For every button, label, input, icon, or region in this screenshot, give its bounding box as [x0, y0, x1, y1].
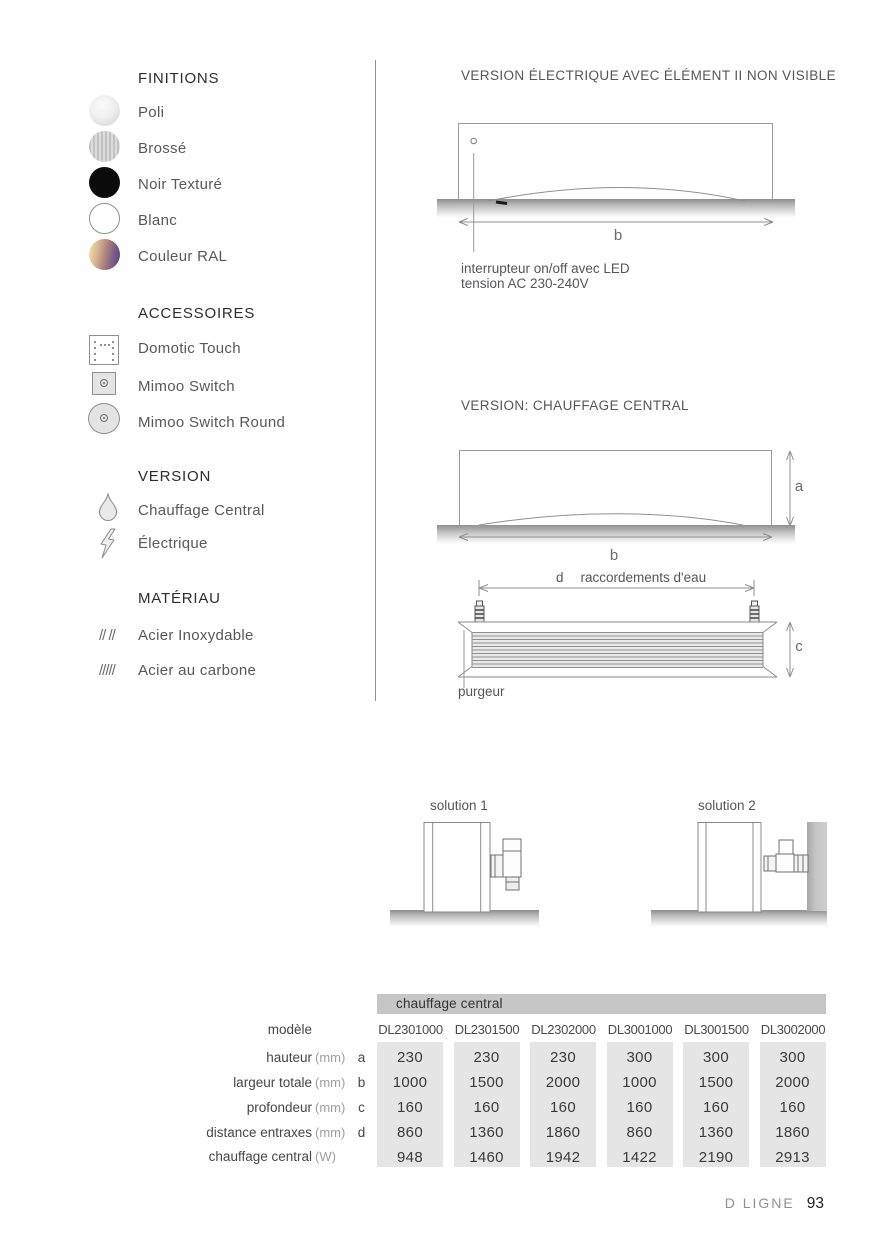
poli-swatch	[89, 95, 120, 126]
table-cell: 160	[779, 1099, 806, 1116]
table-row-header: modèle	[267, 1022, 312, 1037]
water-drop-icon	[98, 492, 118, 522]
table-column	[454, 1042, 520, 1167]
vertical-divider	[375, 60, 376, 701]
page-number: 93	[806, 1195, 824, 1212]
mimoo-switch-round-icon	[88, 403, 120, 434]
accessoires-title: ACCESSOIRES	[138, 305, 256, 322]
version-label: Chauffage Central	[138, 502, 265, 519]
table-cell: 1500	[469, 1074, 504, 1091]
solution-2-label: solution 2	[698, 798, 756, 813]
table-cell: 1360	[469, 1124, 504, 1141]
tension-note: tension AC 230-240V	[461, 276, 589, 291]
table-row-header: largeur totale (mm)	[233, 1075, 346, 1090]
solution-1-label: solution 1	[430, 798, 488, 813]
chauffage-top-drawing	[430, 568, 810, 700]
table-column	[607, 1042, 673, 1167]
dim-letter: c	[358, 1100, 365, 1115]
materiau-label: Acier Inoxydable	[138, 627, 254, 644]
table-cell: 230	[473, 1049, 500, 1066]
brand-name: D LIGNE	[724, 1195, 795, 1211]
dim-c-label: c	[795, 638, 803, 655]
finition-label: Noir Texturé	[138, 176, 223, 193]
dim-d-text: raccordements d'eau	[580, 570, 707, 585]
dim-b-label: b	[613, 227, 623, 244]
table-cell: 2000	[545, 1074, 581, 1091]
finition-label: Poli	[138, 104, 165, 121]
model-header: DL2301000	[378, 1022, 443, 1037]
table-cell: 230	[397, 1049, 423, 1066]
lightning-icon	[98, 528, 117, 559]
table-cell: 160	[626, 1099, 653, 1116]
table-cell: 2190	[698, 1149, 734, 1166]
table-band	[377, 994, 826, 1014]
page-footer	[725, 1195, 824, 1213]
chauffage-diagram-title: VERSION: CHAUFFAGE CENTRAL	[461, 398, 689, 413]
finitions-title: FINITIONS	[138, 70, 220, 87]
table-cell: 1860	[545, 1124, 581, 1141]
model-header: DL3001500	[684, 1022, 749, 1037]
table-row-header: chauffage central (W)	[208, 1149, 336, 1164]
dim-b-label: b	[609, 547, 619, 564]
brosse-swatch	[89, 131, 120, 162]
table-column	[683, 1042, 749, 1167]
dim-a-label: a	[794, 478, 804, 495]
dim-d-letter: d	[556, 570, 564, 585]
hatch-double-icon: // //	[99, 627, 115, 644]
table-column	[760, 1042, 826, 1167]
table-cell: 1500	[698, 1074, 734, 1091]
table-cell: 860	[397, 1124, 423, 1141]
noir-swatch	[89, 167, 120, 198]
table-cell: 1942	[545, 1149, 581, 1166]
dim-letter: a	[357, 1050, 366, 1065]
version-label: Électrique	[138, 535, 208, 552]
finition-label: Couleur RAL	[138, 248, 228, 265]
finition-label: Brossé	[138, 140, 187, 157]
materiau-title: MATÉRIAU	[138, 590, 221, 607]
chauffage-front-drawing	[430, 442, 810, 552]
electrique-diagram-title: VERSION ÉLECTRIQUE AVEC ÉLÉMENT II NON VISIBLE	[461, 68, 836, 83]
table-cell: 300	[703, 1049, 729, 1066]
model-header: DL2302000	[531, 1022, 596, 1037]
table-cell: 1360	[698, 1124, 734, 1141]
table-cell: 160	[397, 1099, 423, 1116]
table-cell: 2913	[775, 1149, 810, 1166]
table-band-title: chauffage central	[396, 996, 503, 1011]
hatch-five-icon: /////	[99, 662, 115, 679]
table-cell: 1460	[469, 1149, 504, 1166]
blanc-swatch	[89, 203, 120, 234]
interrupteur-note: interrupteur on/off avec LED	[461, 261, 630, 276]
table-cell: 1000	[392, 1074, 428, 1091]
domotic-touch-icon	[89, 335, 119, 365]
dim-letter: b	[357, 1075, 366, 1090]
table-cell: 1422	[622, 1149, 657, 1166]
table-cell: 230	[550, 1049, 576, 1066]
dim-letter: d	[357, 1125, 366, 1140]
table-cell: 160	[473, 1099, 500, 1116]
table-cell: 1000	[622, 1074, 657, 1091]
materiau-label: Acier au carbone	[138, 662, 257, 679]
mimoo-switch-icon	[92, 372, 116, 395]
finition-label: Blanc	[138, 212, 178, 229]
table-row-header: hauteur (mm)	[266, 1050, 346, 1065]
table-cell: 300	[779, 1049, 806, 1066]
table-row-header: profondeur (mm)	[246, 1100, 346, 1115]
table-column	[377, 1042, 443, 1167]
accessoire-label: Mimoo Switch	[138, 378, 235, 395]
model-header: DL2301500	[454, 1022, 520, 1037]
model-header: DL3001000	[607, 1022, 673, 1037]
accessoire-label: Mimoo Switch Round	[138, 414, 286, 431]
ral-swatch	[89, 239, 120, 270]
table-cell: 1860	[775, 1124, 810, 1141]
model-header: DL3002000	[760, 1022, 826, 1037]
table-cell: 948	[397, 1149, 423, 1166]
table-cell: 300	[626, 1049, 653, 1066]
solutions-drawing	[385, 818, 845, 918]
table-column	[530, 1042, 596, 1167]
table-cell: 860	[626, 1124, 653, 1141]
version-title: VERSION	[138, 468, 212, 485]
table-cell: 2000	[775, 1074, 810, 1091]
purgeur-label: purgeur	[458, 684, 505, 699]
table-cell: 160	[550, 1099, 576, 1116]
table-row-header: distance entraxes (mm)	[206, 1125, 346, 1140]
table-cell: 160	[703, 1099, 729, 1116]
accessoire-label: Domotic Touch	[138, 340, 241, 357]
